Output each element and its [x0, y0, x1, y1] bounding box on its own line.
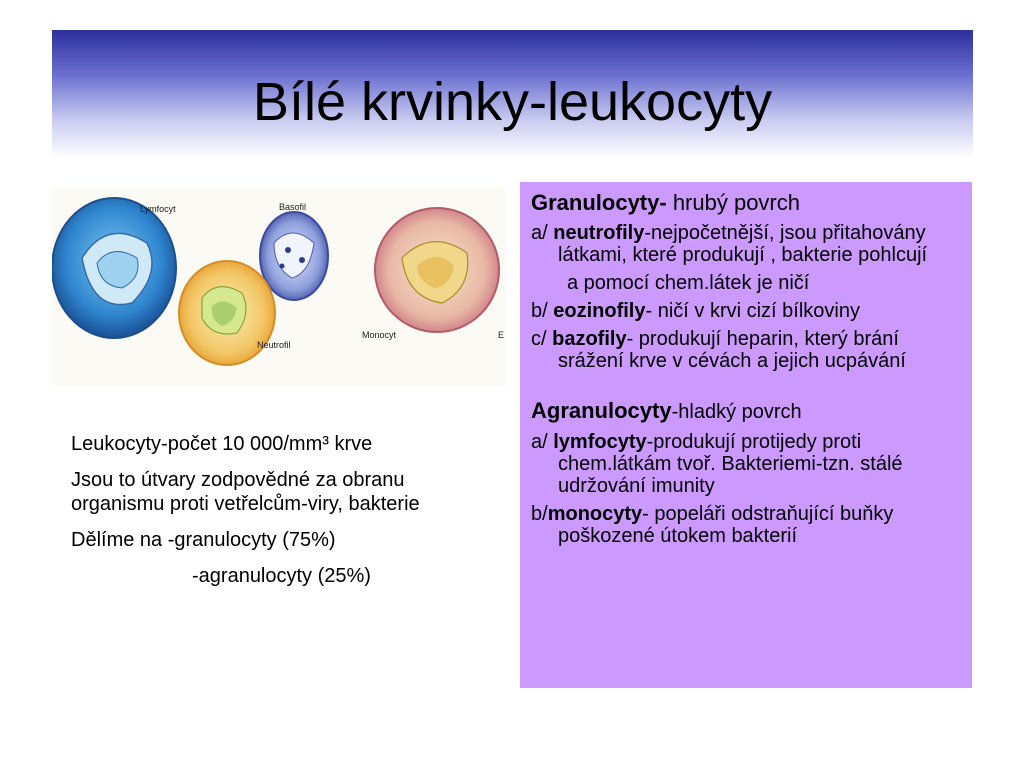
title-band: [52, 30, 973, 158]
division-granulocytes: Dělíme na -granulocyty (75%): [71, 529, 336, 551]
lymphocytes-item: a/ lymfocyty-produkují protijedy proti chem.látkám tvoř. Bakteriemi-tzn. stálé udržování imunity: [531, 431, 903, 497]
label-eozinofil-partial: E: [498, 330, 505, 340]
slide-title: Bílé krvinky-leukocyty: [252, 72, 773, 132]
agranulocytes-heading: Agranulocyty-hladký povrch: [531, 398, 802, 423]
lymphocyte-cell: [52, 198, 176, 338]
granulocytes-heading: Granulocyty- hrubý povrch: [531, 190, 800, 215]
basophils-item: c/ bazofily- produkují heparin, který brání srážení krve v cévách a jejich ucpávání: [531, 328, 906, 372]
label-monocyt: Monocyt: [362, 330, 397, 340]
label-neutrofil: Neutrofil: [257, 340, 291, 350]
leukocyte-summary: [71, 432, 471, 600]
division-agranulocytes: -agranulocyty (25%): [192, 565, 371, 587]
leukocytes-illustration: [52, 188, 506, 386]
eosinophils-item: b/ eozinofily- ničí v krvi cizí bílkoviny: [531, 300, 860, 322]
label-lymfocyt: Lymfocyt: [140, 204, 176, 214]
label-basofil: Basofil: [279, 202, 307, 212]
monocytes-item: b/monocyty- popeláři odstraňující buňky poškozené útokem bakterií: [531, 503, 894, 547]
leukocyte-types-panel: [520, 182, 972, 688]
basophil-cell: [260, 212, 328, 300]
neutrophils-item: a/ neutrofily-nejpočetnější, jsou přitahovány látkami, které produkují , bakterie pohlcují: [531, 222, 928, 266]
monocyte-cell: [375, 208, 499, 332]
neutrophils-subtext: a pomocí chem.látek je ničí: [567, 272, 810, 294]
leukocyte-count: Leukocyty-počet 10 000/mm³ krve: [71, 433, 373, 455]
leukocytes-drawing: [52, 188, 506, 386]
leukocyte-function: Jsou to útvary zodpovědné za obranu organismu proti vetřelcům-viry, bakterie: [71, 469, 420, 515]
